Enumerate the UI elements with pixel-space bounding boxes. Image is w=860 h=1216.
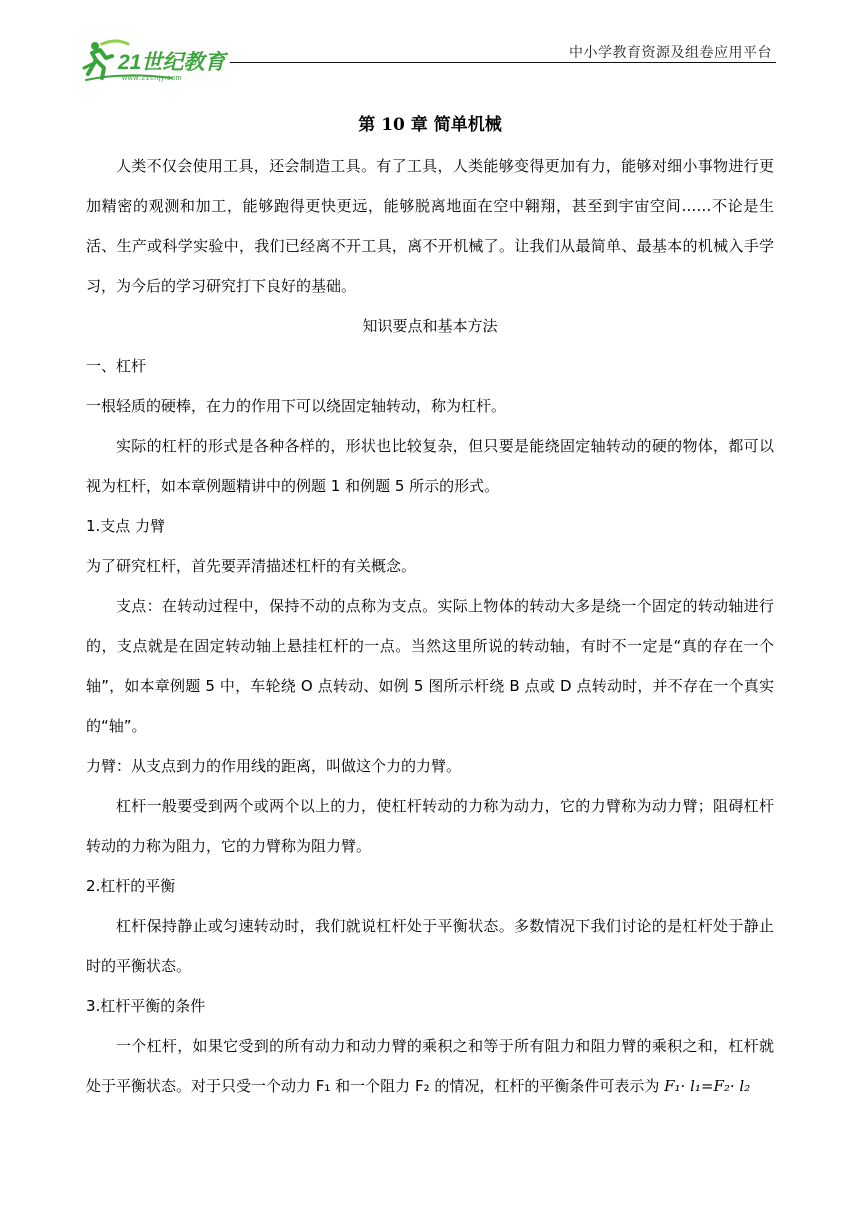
- document-body: [86, 110, 774, 1106]
- condition-formula: F₁· l₁=F₂· l₂: [664, 1077, 751, 1095]
- fulcrum-paragraph: 支点：在转动过程中，保持不动的点称为支点。实际上物体的转动大多是绕一个固定的转动轴进行的，支点就是在固定转动轴上悬挂杠杆的一点。当然这里所说的转动轴，有时不一定是“真的存在一个轴”，如本章例题 5 中，车轮绕 O 点转动、如例 5 图所示杆绕 B 点或 D 点转动时，并不存在一个真实的“轴”。: [86, 597, 774, 735]
- lever-definition: 一根轻质的硬棒，在力的作用下可以绕固定轴转动，称为杠杆。: [86, 397, 507, 415]
- section-heading: 知识要点和基本方法: [362, 317, 498, 335]
- intro-paragraph: 人类不仅会使用工具，还会制造工具。有了工具，人类能够变得更加有力，能够对细小事物进行更加精密的观测和加工，能够跑得更快更远，能够脱离地面在空中翱翔，甚至到宇宙空间……不论是生活、生产或科学实验中，我们已经离不开工具，离不开机械了。让我们从最简单、最基本的机械入手学习，为今后的学习研究打下良好的基础。: [86, 157, 774, 295]
- subheading-balance: 2.杠杆的平衡: [86, 877, 176, 895]
- lever-heading: 一、杠杆: [86, 357, 147, 375]
- condition-text: 一个杠杆，如果它受到的所有动力和动力臂的乘积之和等于所有阻力和阻力臂的乘积之和，杠杆就处于平衡状态。对于只受一个动力 F₁ 和一个阻力 F₂ 的情况，杠杆的平衡条件可表示为: [86, 1037, 774, 1095]
- chapter-title: 第 10 章 简单机械: [358, 115, 502, 135]
- force-arm-paragraph: 力臂：从支点到力的作用线的距离，叫做这个力的力臂。: [86, 757, 462, 775]
- logo-url-text: www.21cnjy.com: [122, 75, 183, 82]
- condition-paragraph: [86, 1026, 774, 1106]
- sub1-intro: 为了研究杠杆，首先要弄清描述杠杆的有关概念。: [86, 557, 417, 575]
- subheading-condition: 3.杠杆平衡的条件: [86, 997, 206, 1015]
- logo: [82, 38, 252, 82]
- logo-text: 21世纪教育: [118, 51, 226, 74]
- page-header: [0, 0, 860, 90]
- forces-paragraph: 杠杆一般要受到两个或两个以上的力，使杠杆转动的力称为动力，它的力臂称为动力臂；阻碍杠杆转动的力称为阻力，它的力臂称为阻力臂。: [86, 797, 774, 855]
- balance-paragraph: 杠杆保持静止或匀速转动时，我们就说杠杆处于平衡状态。多数情况下我们讨论的是杠杆处于静止时的平衡状态。: [86, 917, 774, 975]
- lever-forms-paragraph: 实际的杠杆的形式是各种各样的，形状也比较复杂，但只要是能绕固定轴转动的硬的物体，都可以视为杠杆，如本章例题精讲中的例题 1 和例题 5 所示的形式。: [86, 437, 774, 495]
- runner-logo-icon: [82, 38, 252, 82]
- header-rule: [230, 62, 776, 63]
- platform-name: 中小学教育资源及组卷应用平台: [569, 45, 772, 61]
- subheading-fulcrum-arm: 1.支点 力臂: [86, 517, 166, 535]
